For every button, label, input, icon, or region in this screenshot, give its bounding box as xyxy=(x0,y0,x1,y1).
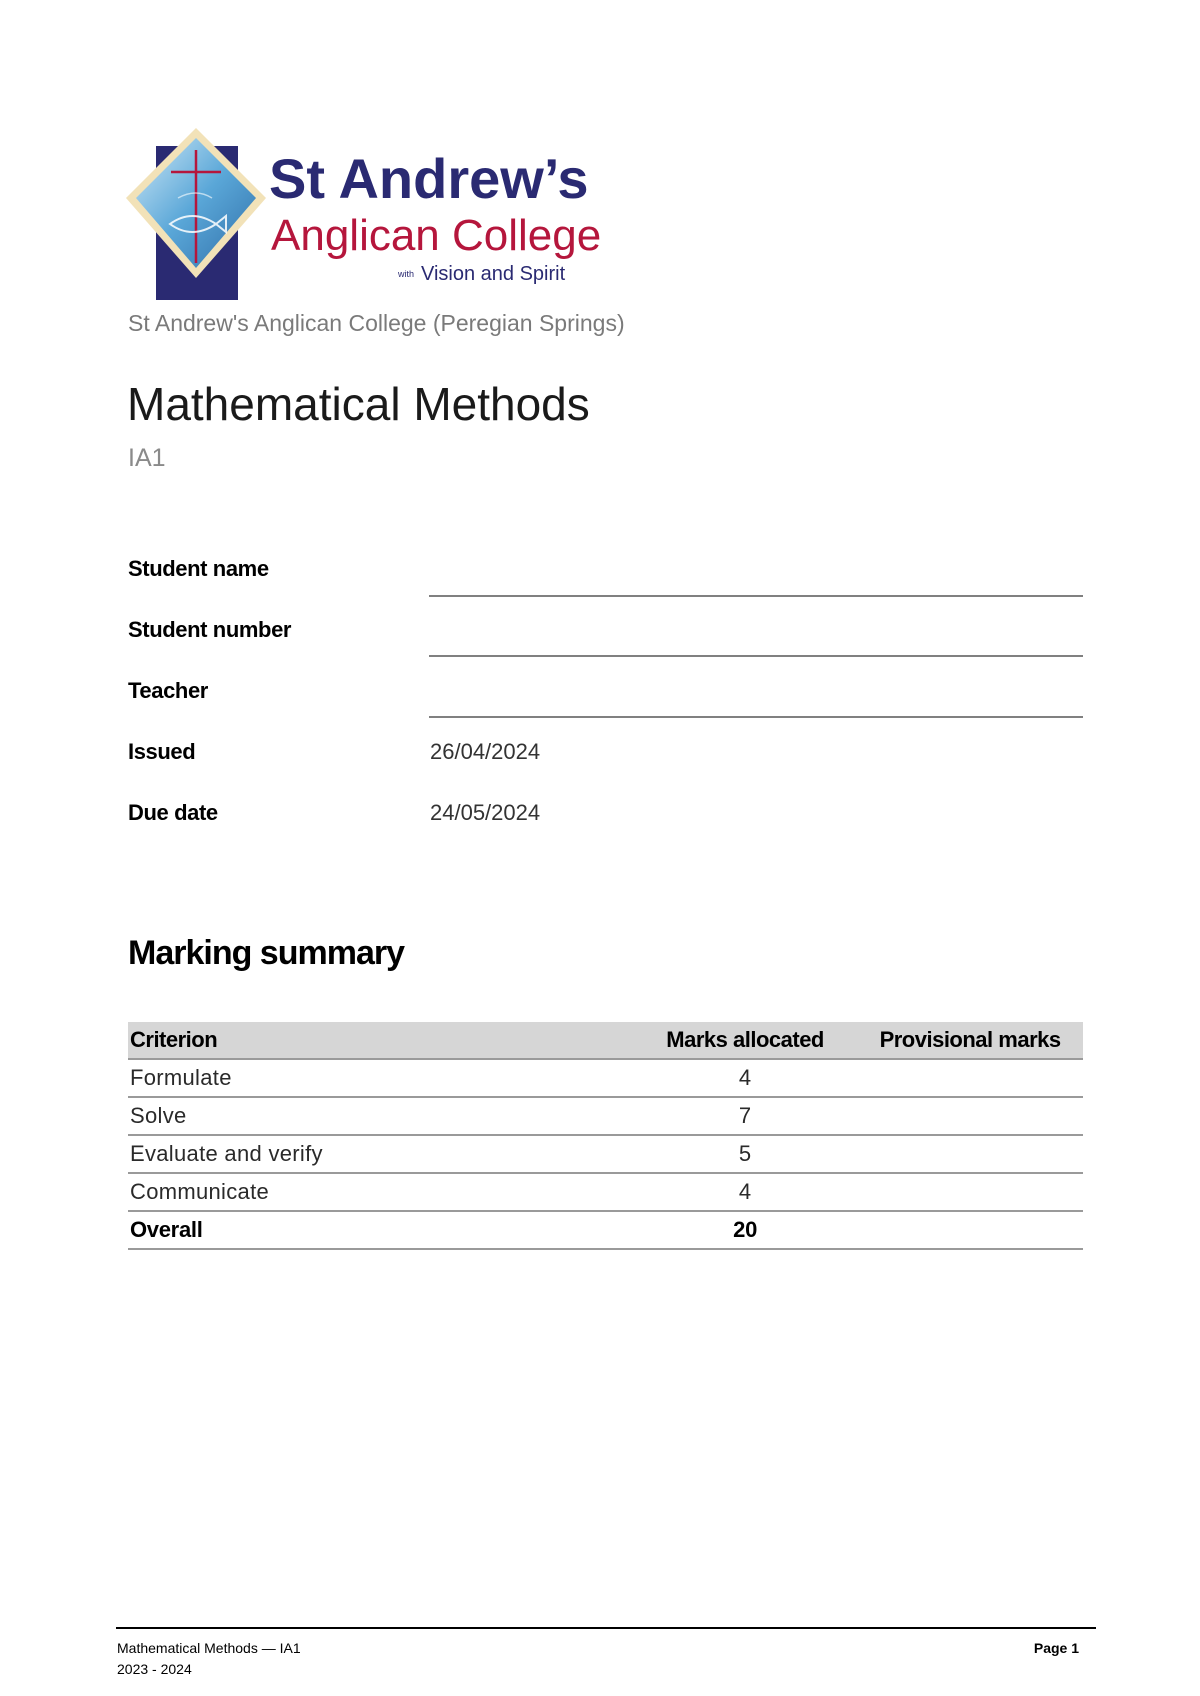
criterion-cell: Evaluate and verify xyxy=(128,1135,633,1173)
footer-info xyxy=(117,1638,301,1680)
college-logo xyxy=(126,128,646,303)
criterion-cell: Solve xyxy=(128,1097,633,1135)
provisional-marks-cell[interactable] xyxy=(857,1135,1083,1173)
page-title: Mathematical Methods xyxy=(127,378,590,430)
logo-wordmark-line1: St Andrew’s xyxy=(269,147,589,210)
issued-label: Issued xyxy=(128,739,196,764)
marks-allocated-cell: 4 xyxy=(633,1059,857,1097)
overall-provisional-cell[interactable] xyxy=(857,1211,1083,1249)
student-name-field[interactable] xyxy=(429,595,1083,597)
college-logo-graphic xyxy=(126,128,646,303)
column-header-provisional-marks: Provisional marks xyxy=(857,1022,1083,1059)
logo-wordmark-line2: Anglican College xyxy=(271,211,602,260)
issued-value: 26/04/2024 xyxy=(430,739,541,764)
table-row xyxy=(128,1097,1083,1135)
page-subtitle: IA1 xyxy=(128,444,166,472)
marks-allocated-cell: 7 xyxy=(633,1097,857,1135)
marking-summary-table xyxy=(128,1022,1083,1250)
criterion-cell: Formulate xyxy=(128,1059,633,1097)
logo-motto-prefix: with xyxy=(398,269,415,279)
table-row xyxy=(128,1135,1083,1173)
due-date-label: Due date xyxy=(128,800,218,825)
table-row xyxy=(128,1173,1083,1211)
logo-motto: Vision and Spirit xyxy=(421,263,566,285)
overall-marks-cell: 20 xyxy=(633,1211,857,1249)
marks-allocated-cell: 5 xyxy=(633,1135,857,1173)
footer-year: 2023 - 2024 xyxy=(117,1661,192,1677)
footer-doc-ref: Mathematical Methods — IA1 xyxy=(117,1640,301,1656)
school-name: St Andrew's Anglican College (Peregian Springs) xyxy=(128,310,625,336)
teacher-field[interactable] xyxy=(429,716,1083,718)
provisional-marks-cell[interactable] xyxy=(857,1059,1083,1097)
provisional-marks-cell[interactable] xyxy=(857,1097,1083,1135)
footer-page-number: Page 1 xyxy=(1033,1640,1079,1656)
due-date-value: 24/05/2024 xyxy=(430,800,541,825)
table-header-row xyxy=(128,1022,1083,1059)
student-name-label: Student name xyxy=(128,556,269,581)
table-row xyxy=(128,1059,1083,1097)
student-number-label: Student number xyxy=(128,617,292,642)
overall-row xyxy=(128,1211,1083,1249)
marks-allocated-cell: 4 xyxy=(633,1173,857,1211)
student-number-field[interactable] xyxy=(429,655,1083,657)
column-header-criterion: Criterion xyxy=(128,1022,633,1059)
footer-divider xyxy=(116,1627,1096,1629)
teacher-label: Teacher xyxy=(128,678,208,703)
criterion-cell: Communicate xyxy=(128,1173,633,1211)
provisional-marks-cell[interactable] xyxy=(857,1173,1083,1211)
marking-summary-heading: Marking summary xyxy=(128,934,404,972)
overall-label-cell: Overall xyxy=(128,1211,633,1249)
column-header-marks-allocated: Marks allocated xyxy=(633,1022,857,1059)
